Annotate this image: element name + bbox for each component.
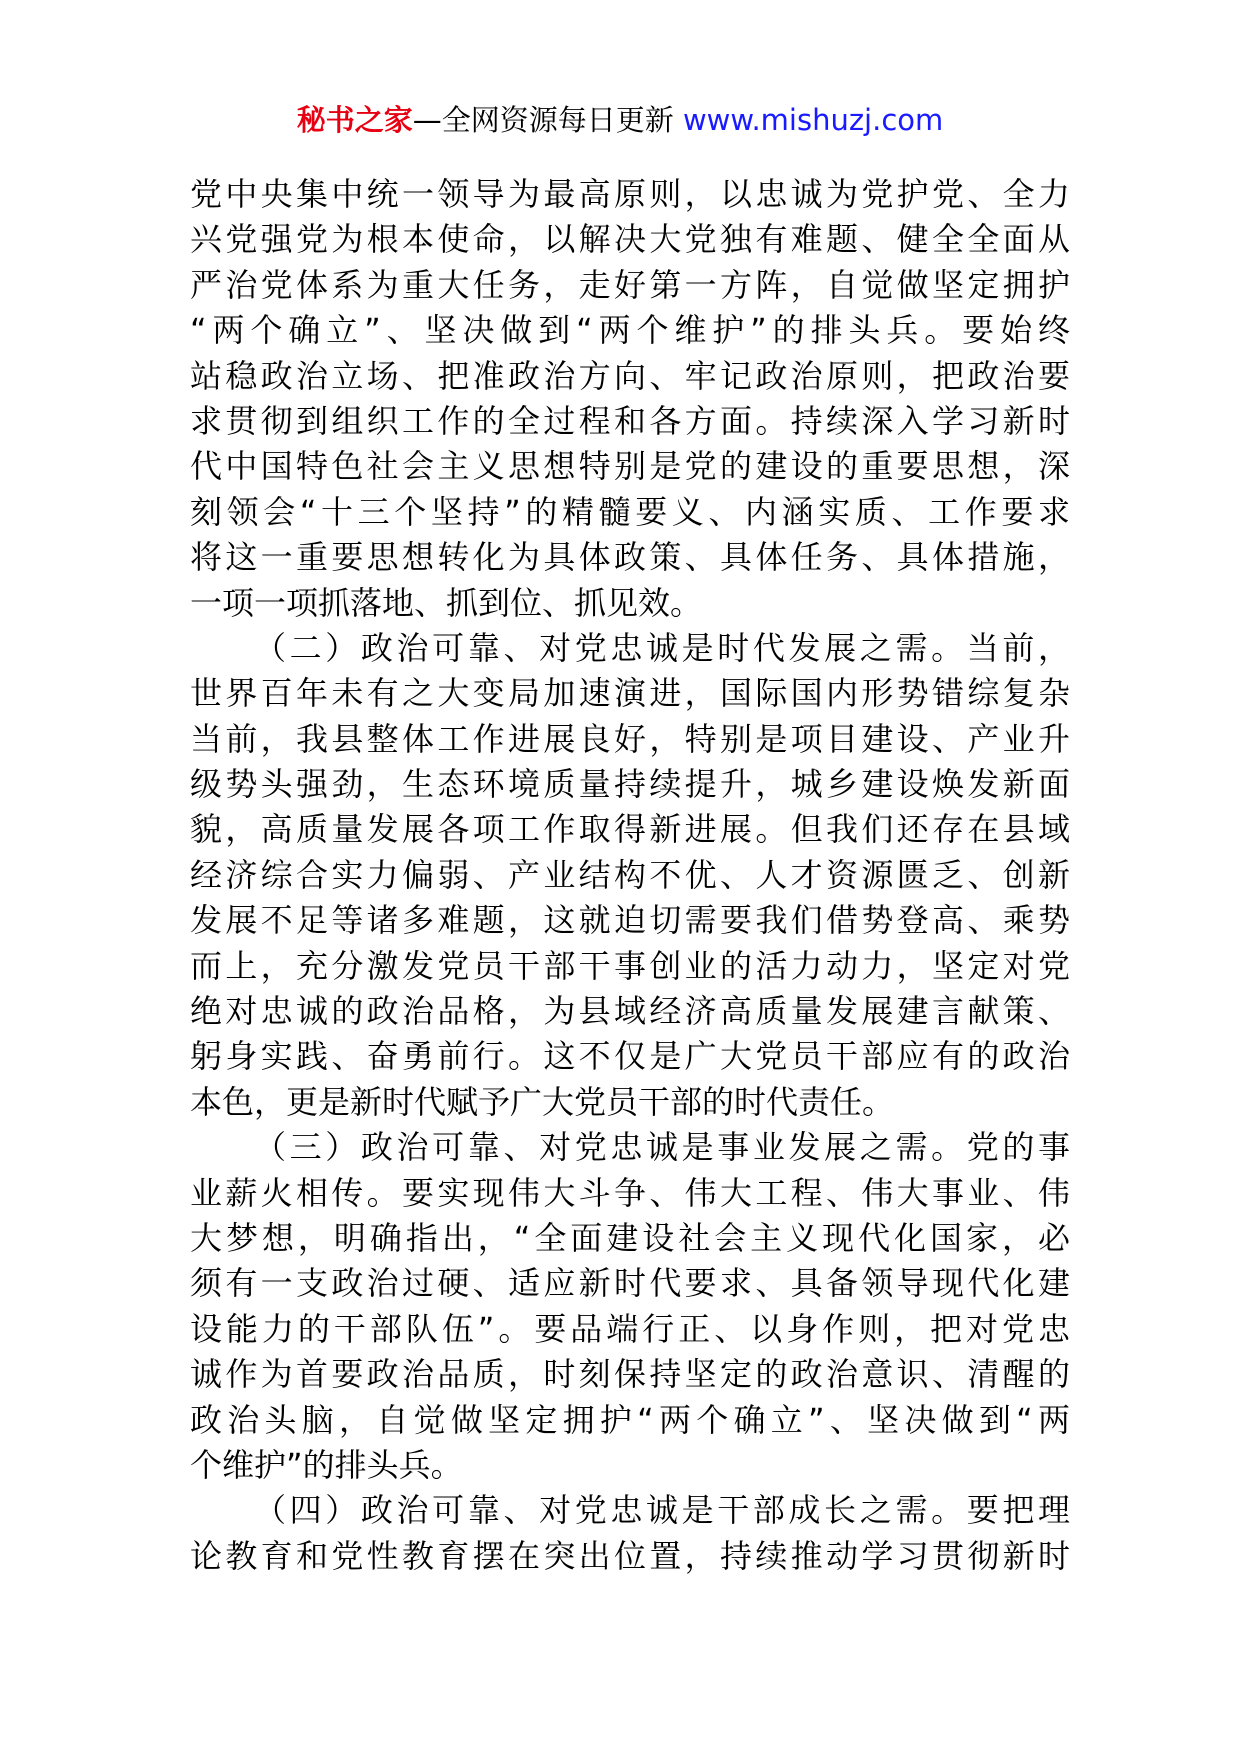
section-heading-line: （二）政治可靠、对党忠诚是时代发展之需。当前， <box>254 628 1070 667</box>
paragraph-end-line: 个维护”的排头兵。 <box>190 1445 463 1484</box>
text-line: 严治党体系为重大任务，走好第一方阵，自觉做坚定拥护 <box>190 265 1070 304</box>
text-line: 绝对忠诚的政治品格，为县域经济高质量发展建言献策、 <box>190 992 1070 1031</box>
text-line: 代中国特色社会主义思想特别是党的建设的重要思想，深 <box>190 447 1070 486</box>
text-line: 将这一重要思想转化为具体政策、具体任务、具体措施， <box>190 538 1070 577</box>
text-line: 政治头脑，自觉做坚定拥护“两个确立”、坚决做到“两 <box>190 1400 1070 1439</box>
paragraph-end-line: 本色，更是新时代赋予广大党员干部的时代责任。 <box>190 1082 895 1121</box>
text-line: 貌，高质量发展各项工作取得新进展。但我们还存在县域 <box>190 810 1070 849</box>
document-body <box>190 172 1070 1579</box>
text-line: 业薪火相传。要实现伟大斗争、伟大工程、伟大事业、伟 <box>190 1173 1070 1212</box>
header-tagline: —全网资源每日更新 <box>412 103 683 137</box>
text-line: 当前，我县整体工作进展良好，特别是项目建设、产业升 <box>190 719 1070 758</box>
text-line: 论教育和党性教育摆在突出位置，持续推动学习贯彻新时 <box>190 1536 1070 1575</box>
section-heading-line: （四）政治可靠、对党忠诚是干部成长之需。要把理 <box>254 1491 1070 1530</box>
text-line: 兴党强党为根本使命，以解决大党独有难题、健全全面从 <box>190 220 1070 259</box>
text-line: 躬身实践、奋勇前行。这不仅是广大党员干部应有的政治 <box>190 1037 1070 1076</box>
text-line: 级势头强劲，生态环境质量持续提升，城乡建设焕发新面 <box>190 765 1070 804</box>
text-line: 经济综合实力偏弱、产业结构不优、人才资源匮乏、创新 <box>190 855 1070 894</box>
text-line: “两个确立”、坚决做到“两个维护”的排头兵。要始终 <box>190 311 1070 350</box>
text-line: 世界百年未有之大变局加速演进，国际国内形势错综复杂 <box>190 674 1070 713</box>
text-line: 求贯彻到组织工作的全过程和各方面。持续深入学习新时 <box>190 401 1070 440</box>
brand-name: 秘书之家 <box>296 103 413 137</box>
text-line: 发展不足等诸多难题，这就迫切需要我们借势登高、乘势 <box>190 901 1070 940</box>
text-line: 设能力的干部队伍”。要品端行正、以身作则，把对党忠 <box>190 1309 1070 1348</box>
site-header <box>0 98 1240 142</box>
text-line: 诚作为首要政治品质，时刻保持坚定的政治意识、清醒的 <box>190 1355 1070 1394</box>
site-url-link[interactable]: www.mishuzj.com <box>682 103 944 137</box>
text-line: 大梦想，明确指出，“全面建设社会主义现代化国家，必 <box>190 1218 1070 1257</box>
text-line: 须有一支政治过硬、适应新时代要求、具备领导现代化建 <box>190 1264 1070 1303</box>
text-line: 刻领会“十三个坚持”的精髓要义、内涵实质、工作要求 <box>190 492 1070 531</box>
section-heading-line: （三）政治可靠、对党忠诚是事业发展之需。党的事 <box>254 1128 1070 1167</box>
text-line: 党中央集中统一领导为最高原则，以忠诚为党护党、全力 <box>190 175 1070 213</box>
text-line: 而上，充分激发党员干部干事创业的活力动力，坚定对党 <box>190 946 1070 985</box>
text-line: 站稳政治立场、把准政治方向、牢记政治原则，把政治要 <box>190 356 1070 395</box>
paragraph-end-line: 一项一项抓落地、抓到位、抓见效。 <box>190 583 703 622</box>
